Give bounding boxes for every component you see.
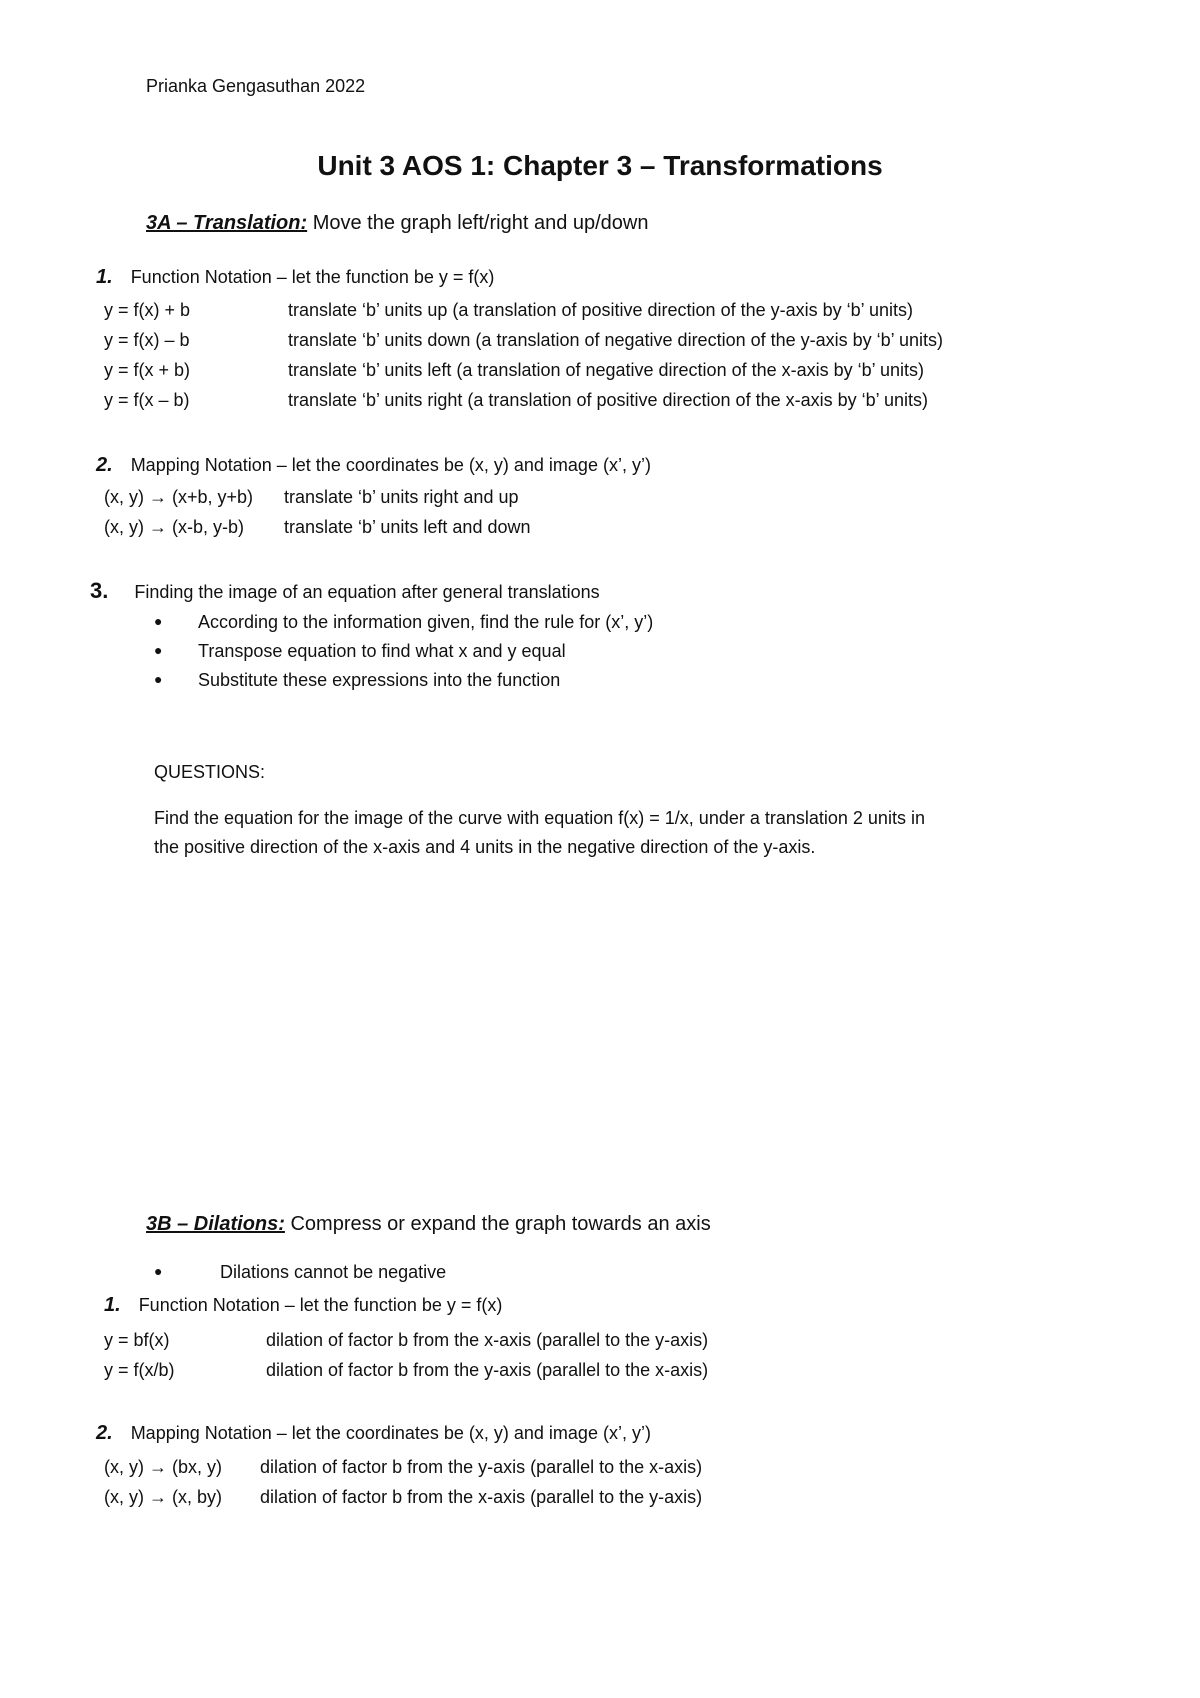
3a-item2-number: 2. [96, 454, 113, 476]
page-title: Unit 3 AOS 1: Chapter 3 – Transformations [317, 150, 883, 181]
bullet-icon: ● [154, 613, 163, 629]
3b-fn-desc: dilation of factor b from the x-axis (parallel to the y-axis) [266, 1330, 709, 1350]
3a-map-rule: (x, y) → (x+b, y+b) [104, 487, 254, 507]
3a-item3-text: Finding the image of an equation after general translations [134, 582, 600, 602]
questions-label: QUESTIONS: [154, 762, 266, 782]
3a-item1-number: 1. [96, 266, 113, 288]
3b-item1-number: 1. [104, 1294, 121, 1316]
3b-map-row [104, 1457, 702, 1478]
3a-map-row [104, 487, 518, 508]
3a-item3-number: 3. [90, 578, 109, 603]
3b-fn-eq: y = bf(x) [104, 1330, 170, 1350]
3a-bullet [154, 670, 560, 691]
3b-item2-heading [96, 1422, 651, 1445]
3b-fn-desc: dilation of factor b from the y-axis (parallel to the x-axis) [266, 1360, 709, 1380]
3a-fn-eq: y = f(x + b) [104, 360, 191, 380]
3a-fn-eq: y = f(x) – b [104, 330, 190, 350]
bullet-icon: ● [154, 1263, 163, 1279]
question-text-line2: the positive direction of the x-axis and 4 units in the negative direction of the y-axis. [154, 837, 816, 857]
3b-bullet [154, 1262, 446, 1283]
3a-fn-eq: y = f(x) + b [104, 300, 191, 320]
3b-map-desc: dilation of factor b from the y-axis (parallel to the x-axis) [260, 1457, 703, 1477]
3b-item2-text: Mapping Notation – let the coordinates be (x, y) and image (x’, y’) [130, 1423, 651, 1443]
bullet-icon: ● [154, 671, 163, 687]
3b-item1-text: Function Notation – let the function be y = f(x) [138, 1295, 503, 1315]
bullet-icon: ● [154, 642, 163, 658]
3a-bullet-text: According to the information given, find the rule for (x’, y’) [198, 612, 654, 632]
author-header: Prianka Gengasuthan 2022 [146, 76, 366, 96]
question-text-line1: Find the equation for the image of the curve with equation f(x) = 1/x, under a translation 2 units in [154, 808, 925, 828]
section-3a-desc: Move the graph left/right and up/down [307, 212, 649, 234]
3a-map-rule: (x, y) → (x-b, y-b) [104, 517, 244, 537]
3a-item1-text: Function Notation – let the function be y = f(x) [130, 267, 495, 287]
section-3b-heading [146, 1213, 711, 1236]
3a-item2-heading [96, 454, 651, 477]
3b-item1-heading [104, 1294, 502, 1317]
section-3b-label: 3B – Dilations: [146, 1213, 285, 1235]
3a-fn-eq: y = f(x – b) [104, 390, 190, 410]
3b-map-desc: dilation of factor b from the x-axis (parallel to the y-axis) [260, 1487, 703, 1507]
3a-bullet [154, 641, 566, 662]
3a-item1-heading [96, 266, 494, 289]
3a-fn-desc: translate ‘b’ units up (a translation of positive direction of the y-axis by ‘b’ units) [288, 300, 913, 320]
3a-bullet-text: Transpose equation to find what x and y equal [198, 641, 566, 661]
3b-fn-eq: y = f(x/b) [104, 1360, 175, 1380]
3b-map-row [104, 1487, 702, 1508]
3a-fn-desc: translate ‘b’ units down (a translation of negative direction of the y-axis by ‘b’ units) [288, 330, 944, 350]
3a-fn-desc: translate ‘b’ units left (a translation of negative direction of the x-axis by ‘b’ units) [288, 360, 924, 380]
3a-fn-row [104, 300, 913, 321]
3b-fn-row [104, 1330, 708, 1351]
3b-map-rule: (x, y) → (x, by) [104, 1487, 222, 1507]
3a-fn-row [104, 390, 928, 411]
3b-bullet-text: Dilations cannot be negative [220, 1262, 447, 1282]
section-3b-desc: Compress or expand the graph towards an axis [284, 1213, 711, 1235]
3a-item3-heading [90, 578, 600, 604]
section-3a-label: 3A – Translation: [146, 212, 308, 234]
section-3a-heading [146, 212, 648, 235]
3a-map-desc: translate ‘b’ units right and up [284, 487, 519, 507]
3a-map-desc: translate ‘b’ units left and down [284, 517, 531, 537]
3b-item2-number: 2. [96, 1422, 113, 1444]
3a-fn-row [104, 360, 924, 381]
3b-fn-row [104, 1360, 708, 1381]
3b-map-rule: (x, y) → (bx, y) [104, 1457, 222, 1477]
3a-fn-row [104, 330, 943, 351]
3a-item2-text: Mapping Notation – let the coordinates be (x, y) and image (x’, y’) [130, 455, 651, 475]
3a-bullet [154, 612, 653, 633]
3a-fn-desc: translate ‘b’ units right (a translation of positive direction of the x-axis by ‘b’ units) [288, 390, 928, 410]
3a-bullet-text: Substitute these expressions into the function [198, 670, 561, 690]
3a-map-row [104, 517, 530, 538]
